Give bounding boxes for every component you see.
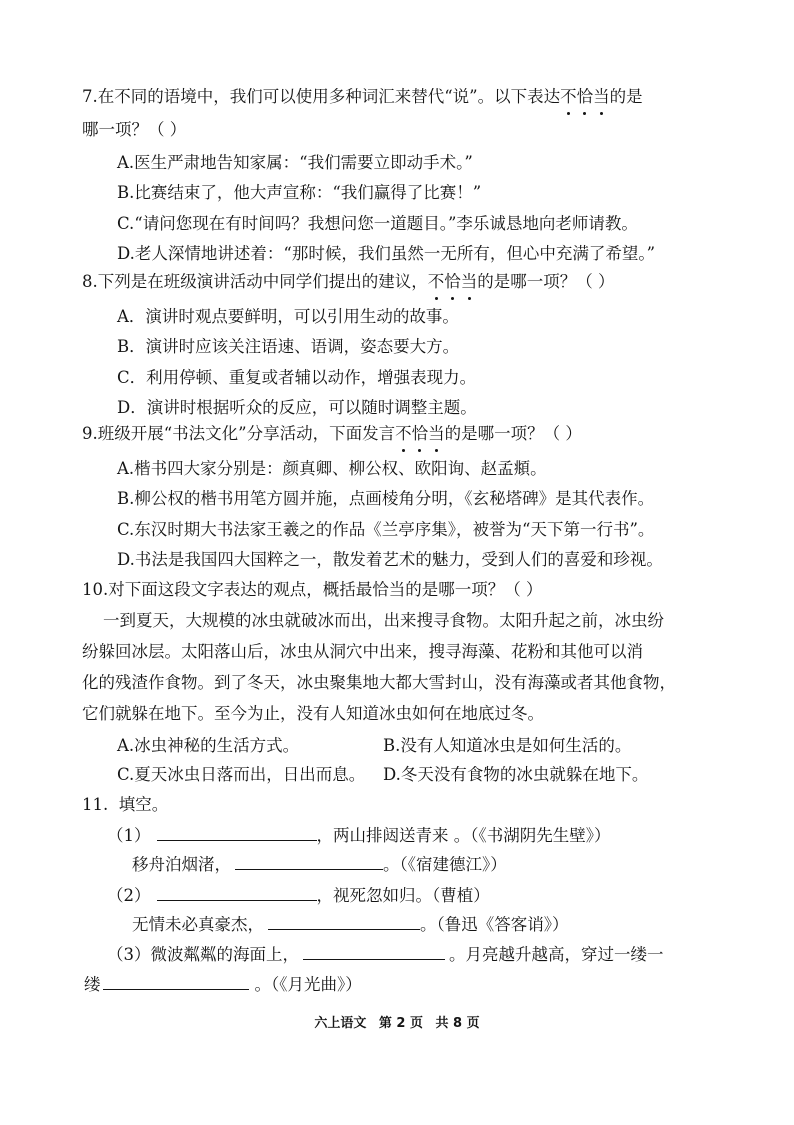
q11-item-text: ，视死忽如归。（曹植） <box>316 886 490 905</box>
answer-blank[interactable] <box>157 884 317 901</box>
q11-item-text: 。（《月光曲》） <box>254 975 362 994</box>
q10-passage-line: 一到夏天，大规模的冰虫就破冰而出，出来搜寻食物。太阳升起之前，冰虫纷 <box>82 611 664 630</box>
q11-item-text: （3）微波粼粼的海面上， <box>107 945 299 964</box>
q7-stem-line1 <box>82 86 643 108</box>
q9-option-d: D.书法是我国四大国粹之一，散发着艺术的魅力，受到人们的喜爱和珍视。 <box>117 550 663 569</box>
q8-stem-text: 的是哪一项？（ ） <box>477 272 615 291</box>
q8-emphasis-char: 当 <box>460 272 478 291</box>
q8-stem-text: 8.下列是在班级演讲活动中同学们提出的建议， <box>82 272 428 291</box>
q10-option-c: C.夏天冰虫日落而出，日出而息。 <box>117 765 366 784</box>
q8-emphasis-char: 不 <box>427 272 445 291</box>
q11-item1-line2 <box>132 853 507 876</box>
q11-item-text: 。（鲁迅《答客诮》） <box>420 915 569 934</box>
q10-passage-line: 化的残渣作食物。到了冬天，冰虫聚集地大都大雪封山，没有海藻或者其他食物， <box>82 673 676 692</box>
q11-item-text: 移舟泊烟渚， <box>132 855 231 874</box>
q9-stem-text: 的是哪一项？（ ） <box>444 424 582 443</box>
q11-item-number: （2） <box>107 886 151 905</box>
answer-blank[interactable] <box>157 824 317 841</box>
footer-total-pages: 共 8 页 <box>435 1016 480 1031</box>
q10-option-b: B.没有人知道冰虫是如何生活的。 <box>383 736 632 755</box>
q9-emphasis-char: 恰 <box>411 424 429 443</box>
q7-option-a: A.医生严肃地告知家属：“我们需要立即动手术。” <box>117 153 473 172</box>
q7-stem-line2: 哪一项？（ ） <box>82 120 187 139</box>
q11-item-text: 。月亮越升越高，穿过一缕一 <box>449 945 664 964</box>
q8-emphasis-char: 恰 <box>444 272 461 291</box>
q11-item3-line2 <box>84 973 362 996</box>
q7-option-d: D.老人深情地讲述着：“那时候，我们虽然一无所有，但心中充满了希望。” <box>117 244 656 263</box>
q11-item1-line1 <box>107 824 611 847</box>
page-footer <box>0 1012 794 1031</box>
footer-page-number: 第 2 页 <box>378 1016 423 1031</box>
answer-blank[interactable] <box>268 913 420 930</box>
q7-emphasis-char: 恰 <box>576 87 594 106</box>
q11-item-number: （1） <box>107 826 151 845</box>
q11-item-text: 无情未必真豪杰， <box>132 915 264 934</box>
q8-option-d: D．演讲时根据听众的反应，可以随时调整主题。 <box>117 398 477 417</box>
answer-blank[interactable] <box>303 943 445 960</box>
q8-option-b: B．演讲时应该关注语速、语调，姿态要大方。 <box>117 337 460 356</box>
q10-option-a: A.冰虫神秘的生活方式。 <box>117 736 300 755</box>
q7-option-b: B.比赛结束了，他大声宣称：“我们赢得了比赛！” <box>117 183 482 202</box>
q10-stem: 10.对下面这段文字表达的观点，概括最恰当的是哪一项？（ ） <box>82 580 543 599</box>
q9-option-c: C.东汉时期大书法家王羲之的作品《兰亭序集》，被誉为“天下第一行书”。 <box>117 520 655 539</box>
q7-stem-text: 7.在不同的语境中，我们可以使用多种词汇来替代“说”。以下表达 <box>82 87 561 106</box>
q11-item-text: 缕 <box>84 975 101 994</box>
q11-item-text: 。（《宿建德江》） <box>383 855 507 874</box>
q11-stem: 11. 填空。 <box>82 795 169 814</box>
q7-emphasis-char: 当 <box>593 87 610 106</box>
q10-passage-line: 纷躲回冰层。太阳落山后，冰虫从洞穴中出来，搜寻海藻、花粉和其他可以消 <box>82 642 643 661</box>
footer-subject: 六上语文 <box>314 1016 367 1031</box>
q11-item3-line1 <box>107 943 664 966</box>
q10-passage-line: 它们就躲在地下。至今为止，没有人知道冰虫如何在地底过冬。 <box>82 704 544 723</box>
q8-stem <box>82 271 615 293</box>
q11-item2-line2 <box>132 913 569 936</box>
q9-option-b: B.柳公权的楷书用笔方圆并施，点画棱角分明，《玄秘塔碑》是其代表作。 <box>117 489 655 508</box>
q11-item2-line1 <box>107 884 490 907</box>
q9-emphasis-char: 当 <box>428 424 445 443</box>
q7-option-c: C.“请问您现在有时间吗？我想问您一道题目。”李乐诚恳地向老师请教。 <box>117 214 638 233</box>
q9-stem-text: 9.班级开展“书法文化”分享活动，下面发言 <box>82 424 396 443</box>
q8-option-a: A．演讲时观点要鲜明，可以引用生动的故事。 <box>117 307 459 326</box>
q9-option-a: A.楷书四大家分别是：颜真卿、柳公权、欧阳询、赵孟頫。 <box>117 459 547 478</box>
q8-option-c: C．利用停顿、重复或者辅以动作，增强表现力。 <box>117 368 477 387</box>
q9-emphasis-char: 不 <box>395 424 412 443</box>
answer-blank[interactable] <box>103 973 249 990</box>
q10-option-d: D.冬天没有食物的冰虫就躲在地下。 <box>383 765 649 784</box>
answer-blank[interactable] <box>235 853 383 870</box>
q7-stem-text: 的是 <box>609 87 643 106</box>
q9-stem <box>82 423 582 445</box>
q11-item-text: ，两山排闼送青来 。（《书湖阴先生壁》） <box>316 826 611 845</box>
q7-emphasis-char: 不 <box>560 87 577 106</box>
